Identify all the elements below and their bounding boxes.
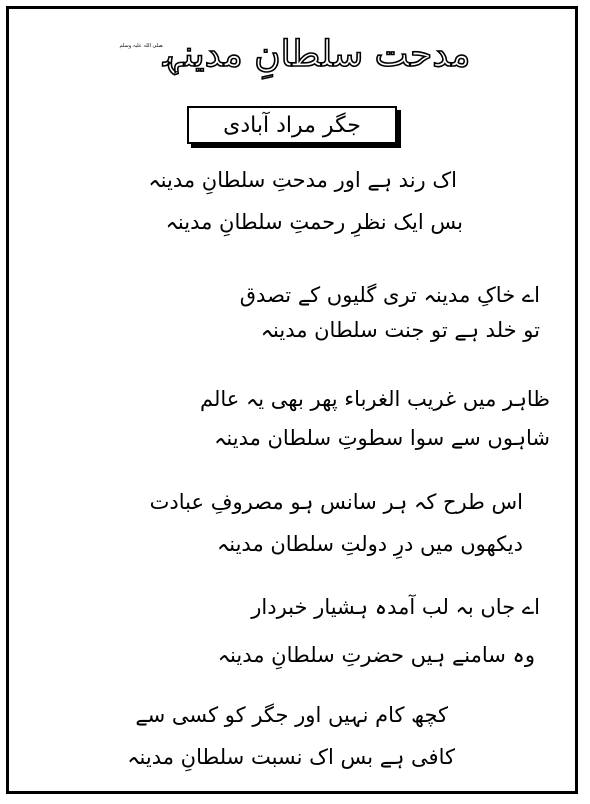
poet-name: جگر مراد آبادی xyxy=(223,112,361,138)
verse-line: دیکھوں میں درِ دولتِ سلطان مدینہ xyxy=(216,532,523,556)
verse-line: کچھ کام نہیں اور جگر کو کسی سے xyxy=(135,703,448,727)
verse-line: تو خلد ہے تو جنت سلطان مدینہ xyxy=(260,318,540,342)
title-text: مدحت سلطانِ مدینہ xyxy=(162,34,471,75)
honorific-mark: صلی اللہ علیہ وسلم xyxy=(119,43,163,49)
verse-line: بس ایک نظرِ رحمتِ سلطانِ مدینہ xyxy=(165,210,463,234)
verse-line: اے خاکِ مدینہ تری گلیوں کے تصدق xyxy=(239,283,540,307)
poet-name-box xyxy=(187,106,397,144)
verse-line: شاہوں سے سوا سطوتِ سلطان مدینہ xyxy=(214,426,550,450)
verse-line: کافی ہے بس اک نسبت سلطانِ مدینہ xyxy=(127,745,455,769)
verse-line: اس طرح کہ ہر سانس ہو مصروفِ عبادت xyxy=(149,490,523,514)
verse-line: اے جاں بہ لب آمدہ ہشیار خبردار xyxy=(251,595,540,619)
verse-line: وہ سامنے ہیں حضرتِ سلطانِ مدینہ xyxy=(217,643,535,667)
verse-line: ظاہر میں غریب الغرباء پھر بھی یہ عالم xyxy=(200,387,550,411)
verse-line: اک رند ہے اور مدحتِ سلطانِ مدینہ xyxy=(148,168,457,192)
page-title xyxy=(0,28,590,79)
